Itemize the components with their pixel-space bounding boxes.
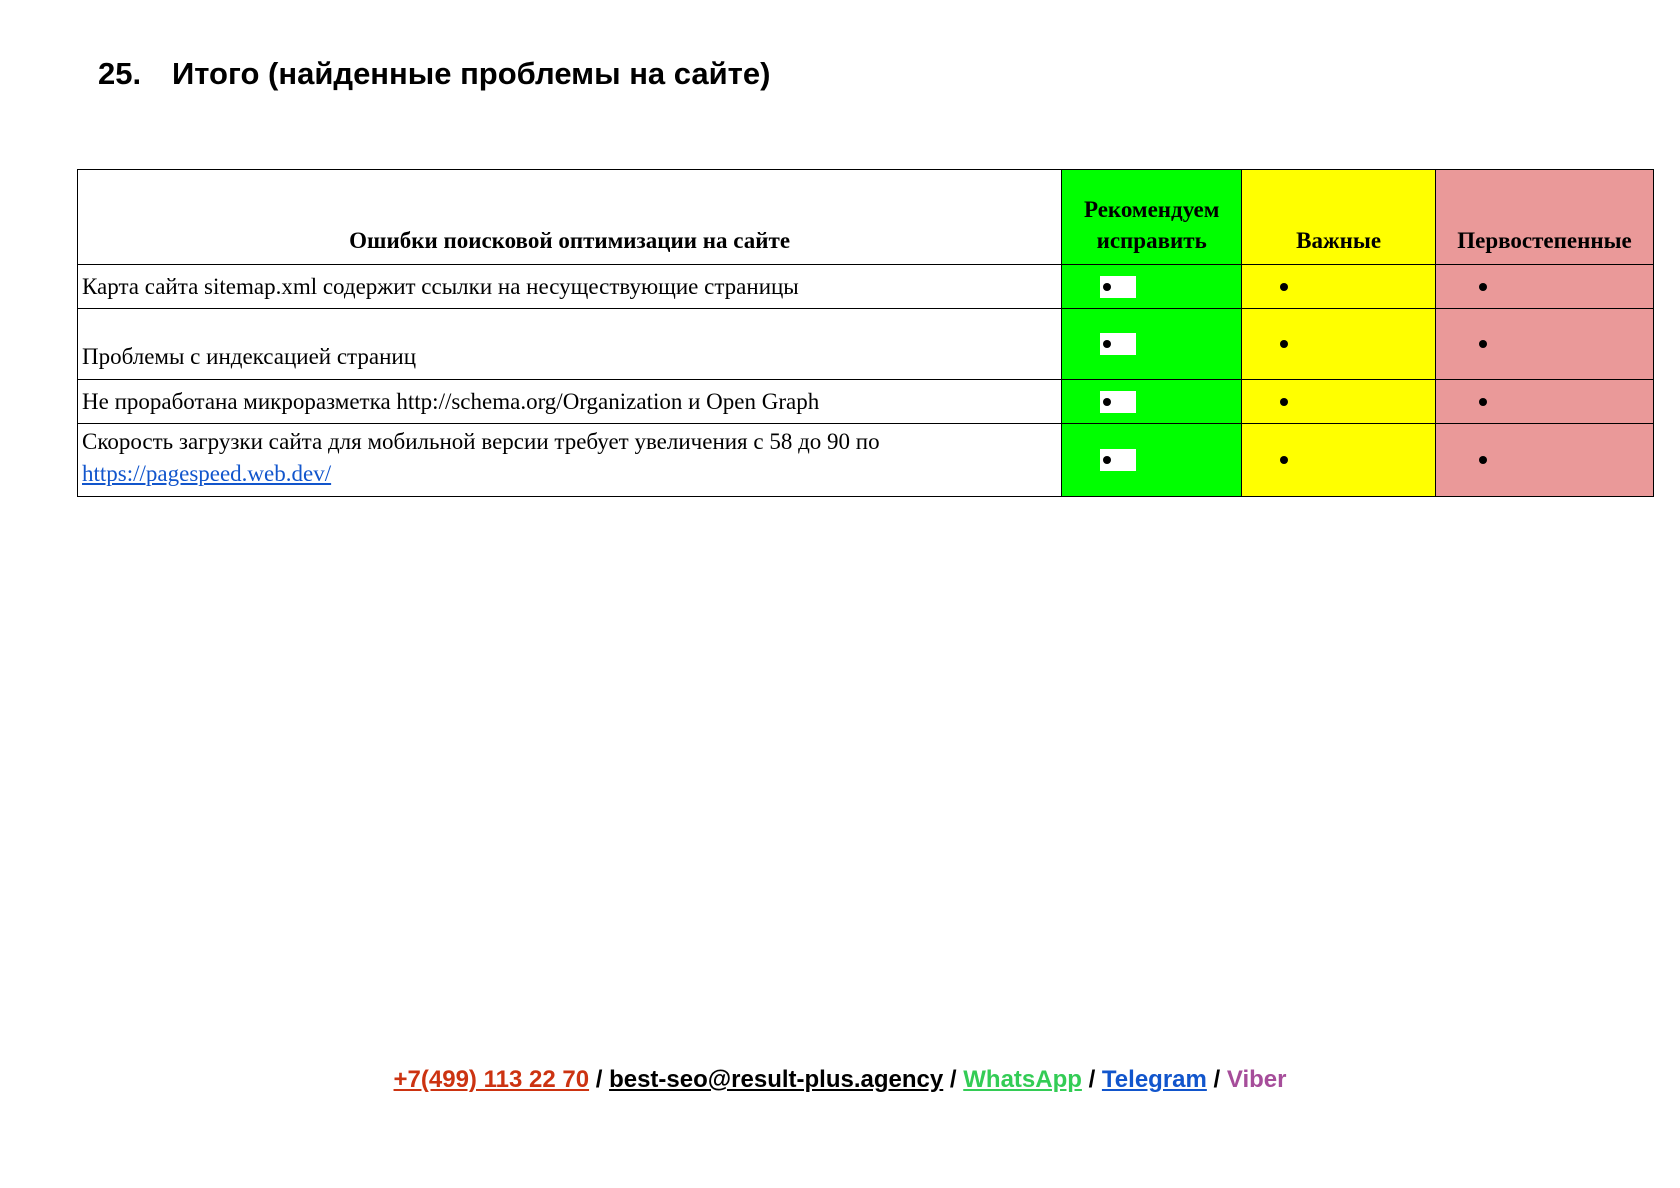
important-cell	[1242, 424, 1436, 497]
whatsapp-link[interactable]: WhatsApp	[963, 1066, 1082, 1093]
separator: /	[1213, 1066, 1221, 1093]
viber-link[interactable]: Viber	[1226, 1066, 1287, 1093]
header-important: Важные	[1242, 170, 1436, 265]
bullet-icon	[1479, 283, 1487, 291]
issues-table	[77, 169, 1654, 497]
table-row	[78, 309, 1654, 380]
marker-box	[1100, 333, 1136, 355]
issue-cell: Не проработана микроразметка http://schema.org/Organization и Open Graph	[78, 380, 1062, 424]
marker-box	[1100, 391, 1136, 413]
recommend-cell	[1062, 265, 1242, 309]
telegram-link[interactable]: Telegram	[1101, 1066, 1207, 1093]
header-recommend: Рекомендуем исправить	[1062, 170, 1242, 265]
bullet-icon	[1479, 340, 1487, 348]
recommend-cell	[1062, 424, 1242, 497]
page-title	[98, 56, 770, 92]
email-link[interactable]: best-seo@result-plus.agency	[609, 1066, 944, 1093]
section-title: Итого (найденные проблемы на сайте)	[172, 56, 771, 91]
critical-cell	[1436, 380, 1654, 424]
marker-box	[1100, 449, 1136, 471]
issue-cell: Карта сайта sitemap.xml содержит ссылки на несуществующие страницы	[78, 265, 1062, 309]
header-issues: Ошибки поисковой оптимизации на сайте	[78, 170, 1062, 265]
critical-cell	[1436, 265, 1654, 309]
bullet-icon	[1280, 398, 1288, 406]
critical-cell	[1436, 424, 1654, 497]
issue-cell: Проблемы с индексацией страниц	[78, 309, 1062, 380]
bullet-icon	[1103, 398, 1111, 406]
separator: /	[949, 1066, 957, 1093]
important-cell	[1242, 380, 1436, 424]
table-row	[78, 265, 1654, 309]
bullet-icon	[1103, 456, 1111, 464]
important-cell	[1242, 265, 1436, 309]
issue-cell	[78, 424, 1062, 497]
separator: /	[595, 1066, 603, 1093]
pagespeed-link[interactable]: https://pagespeed.web.dev/	[82, 461, 332, 486]
recommend-cell	[1062, 309, 1242, 380]
section-number: 25.	[98, 56, 142, 91]
table-header-row	[78, 170, 1654, 265]
bullet-icon	[1280, 456, 1288, 464]
contact-footer	[0, 1066, 1680, 1094]
bullet-icon	[1479, 456, 1487, 464]
bullet-icon	[1103, 283, 1111, 291]
bullet-icon	[1280, 283, 1288, 291]
table-row	[78, 380, 1654, 424]
recommend-cell	[1062, 380, 1242, 424]
phone-link[interactable]: +7(499) 113 22 70	[393, 1066, 590, 1093]
important-cell	[1242, 309, 1436, 380]
bullet-icon	[1479, 398, 1487, 406]
header-critical: Первостепенные	[1436, 170, 1654, 265]
issue-text: Скорость загрузки сайта для мобильной версии требует увеличения с 58 до 90 по	[82, 429, 880, 454]
marker-box	[1100, 276, 1136, 298]
bullet-icon	[1103, 340, 1111, 348]
separator: /	[1088, 1066, 1096, 1093]
table-row	[78, 424, 1654, 497]
bullet-icon	[1280, 340, 1288, 348]
critical-cell	[1436, 309, 1654, 380]
